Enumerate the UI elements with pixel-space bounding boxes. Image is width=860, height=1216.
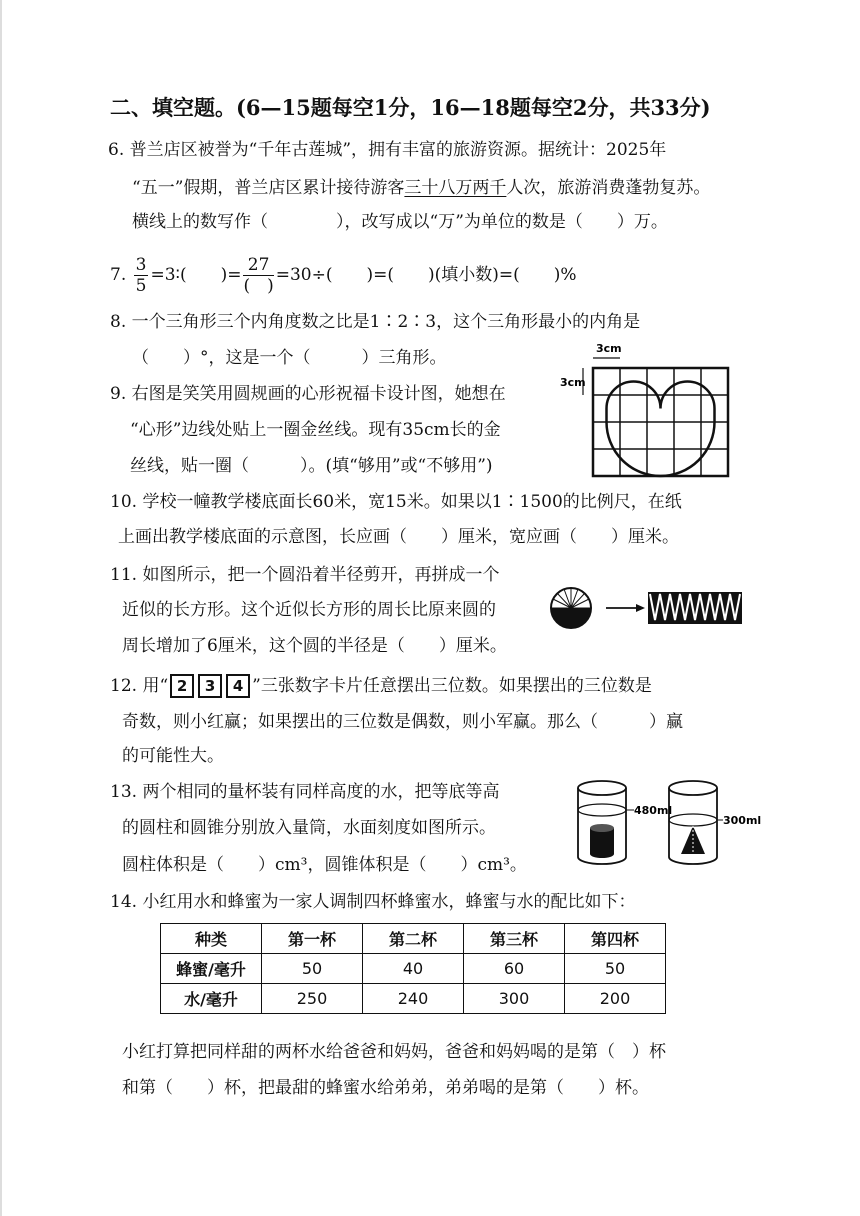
q7-number: 7. bbox=[110, 265, 127, 285]
q12-line1 bbox=[110, 672, 652, 700]
digit-card-2: 2 bbox=[170, 674, 194, 698]
table-header-cell: 第一杯 bbox=[262, 924, 363, 954]
table-cell: 水/毫升 bbox=[161, 984, 262, 1014]
section-title: 二、填空题。(6—15题每空1分，16—18题每空2分，共33分) bbox=[110, 95, 711, 120]
table-header-cell: 种类 bbox=[161, 924, 262, 954]
table-cell: 50 bbox=[262, 954, 363, 984]
q8-line1: 8. 一个三角形三个内角度数之比是1∶2∶3，这个三角形最小的内角是 bbox=[110, 312, 641, 332]
q9-line2: “心形”边线处贴上一圈金丝线。现有35cm长的金 bbox=[130, 420, 501, 440]
fig-label-left: 3cm bbox=[560, 376, 586, 389]
q7-fraction-1 bbox=[134, 255, 149, 296]
table-cell: 300 bbox=[464, 984, 565, 1014]
table-cell: 250 bbox=[262, 984, 363, 1014]
honey-water-table bbox=[160, 923, 666, 1014]
q11-line3: 周长增加了6厘米，这个圆的半径是（ ）厘米。 bbox=[122, 636, 507, 656]
table-row bbox=[161, 984, 666, 1014]
q6-line2 bbox=[132, 176, 710, 200]
q9-line1: 9. 右图是笑笑用圆规画的心形祝福卡设计图，她想在 bbox=[110, 384, 506, 404]
q12-pre: 12. 用“ bbox=[110, 676, 169, 696]
page-edge bbox=[0, 0, 2, 1216]
digit-card-4: 4 bbox=[226, 674, 250, 698]
q7-post: =30÷( )=( )(填小数)=( )% bbox=[275, 265, 577, 285]
table-cell: 60 bbox=[464, 954, 565, 984]
fig-label-top: 3cm bbox=[596, 342, 622, 355]
q13-line2: 的圆柱和圆锥分别放入量筒，水面刻度如图所示。 bbox=[122, 818, 496, 838]
q7-frac2-num: 27 bbox=[243, 255, 273, 276]
table-header-cell: 第三杯 bbox=[464, 924, 565, 954]
measuring-cups-figure bbox=[570, 772, 770, 868]
q6-line3: 横线上的数写作（ ），改写成以“万”为单位的数是（ ）万。 bbox=[132, 212, 668, 232]
q9-line3: 丝线，贴一圈（ ）。(填“够用”或“不够用”) bbox=[130, 456, 493, 476]
q6-line2-pre: “五一”假期，普兰店区累计接待游客 bbox=[132, 178, 405, 198]
q10-line1: 10. 学校一幢教学楼底面长60米，宽15米。如果以1∶1500的比例尺，在纸 bbox=[110, 492, 682, 512]
q13-line3: 圆柱体积是（ ）cm³，圆锥体积是（ ）cm³。 bbox=[122, 855, 527, 875]
q7-mid: =3∶( )= bbox=[150, 265, 242, 285]
q12-line3: 的可能性大。 bbox=[122, 746, 224, 766]
q12-post: ”三张数字卡片任意摆出三位数。如果摆出的三位数是 bbox=[252, 676, 652, 696]
q14-line2: 小红打算把同样甜的两杯水给爸爸和妈妈，爸爸和妈妈喝的是第（ ）杯 bbox=[122, 1042, 666, 1062]
q10-line2: 上画出教学楼底面的示意图，长应画（ ）厘米，宽应画（ ）厘米。 bbox=[118, 527, 679, 547]
table-cell: 蜂蜜/毫升 bbox=[161, 954, 262, 984]
q7-frac2-den: ( ) bbox=[243, 276, 274, 296]
table-cell: 200 bbox=[565, 984, 666, 1014]
table-cell: 40 bbox=[363, 954, 464, 984]
q6-line2-post: 人次，旅游消费蓬勃复苏。 bbox=[506, 178, 711, 198]
q8-line2: （ ）°，这是一个（ ）三角形。 bbox=[132, 348, 447, 368]
q6-line1: 6. 普兰店区被誉为“千年古莲城”，拥有丰富的旅游资源。据统计：2025年 bbox=[108, 140, 667, 160]
q13-line1: 13. 两个相同的量杯装有同样高度的水，把等底等高 bbox=[110, 782, 500, 802]
circle-to-rectangle-figure bbox=[548, 584, 748, 632]
table-cell: 50 bbox=[565, 954, 666, 984]
cup-b-label: 300ml bbox=[723, 814, 762, 827]
table-cell: 240 bbox=[363, 984, 464, 1014]
table-header-row bbox=[161, 924, 666, 954]
q11-line2: 近似的长方形。这个近似长方形的周长比原来圆的 bbox=[122, 600, 496, 620]
table-header-cell: 第四杯 bbox=[565, 924, 666, 954]
q14-line3: 和第（ ）杯，把最甜的蜂蜜水给弟弟，弟弟喝的是第（ ）杯。 bbox=[122, 1078, 649, 1098]
cup-a-label: 480ml bbox=[634, 804, 673, 817]
q7-frac1-num: 3 bbox=[135, 255, 147, 275]
q7-frac1-den: 5 bbox=[135, 276, 147, 296]
q6-underlined-number: 三十八万两千 bbox=[404, 178, 507, 198]
q7-line bbox=[110, 253, 577, 297]
q7-fraction-2 bbox=[243, 255, 273, 296]
table-header-cell: 第二杯 bbox=[363, 924, 464, 954]
q12-line2: 奇数，则小红赢；如果摆出的三位数是偶数，则小军赢。那么（ ）赢 bbox=[122, 712, 683, 732]
heart-card-figure bbox=[560, 340, 740, 480]
table-row bbox=[161, 954, 666, 984]
q11-line1: 11. 如图所示，把一个圆沿着半径剪开，再拼成一个 bbox=[110, 565, 500, 585]
q14-line1: 14. 小红用水和蜂蜜为一家人调制四杯蜂蜜水，蜂蜜与水的配比如下： bbox=[110, 892, 636, 912]
digit-card-3: 3 bbox=[198, 674, 222, 698]
